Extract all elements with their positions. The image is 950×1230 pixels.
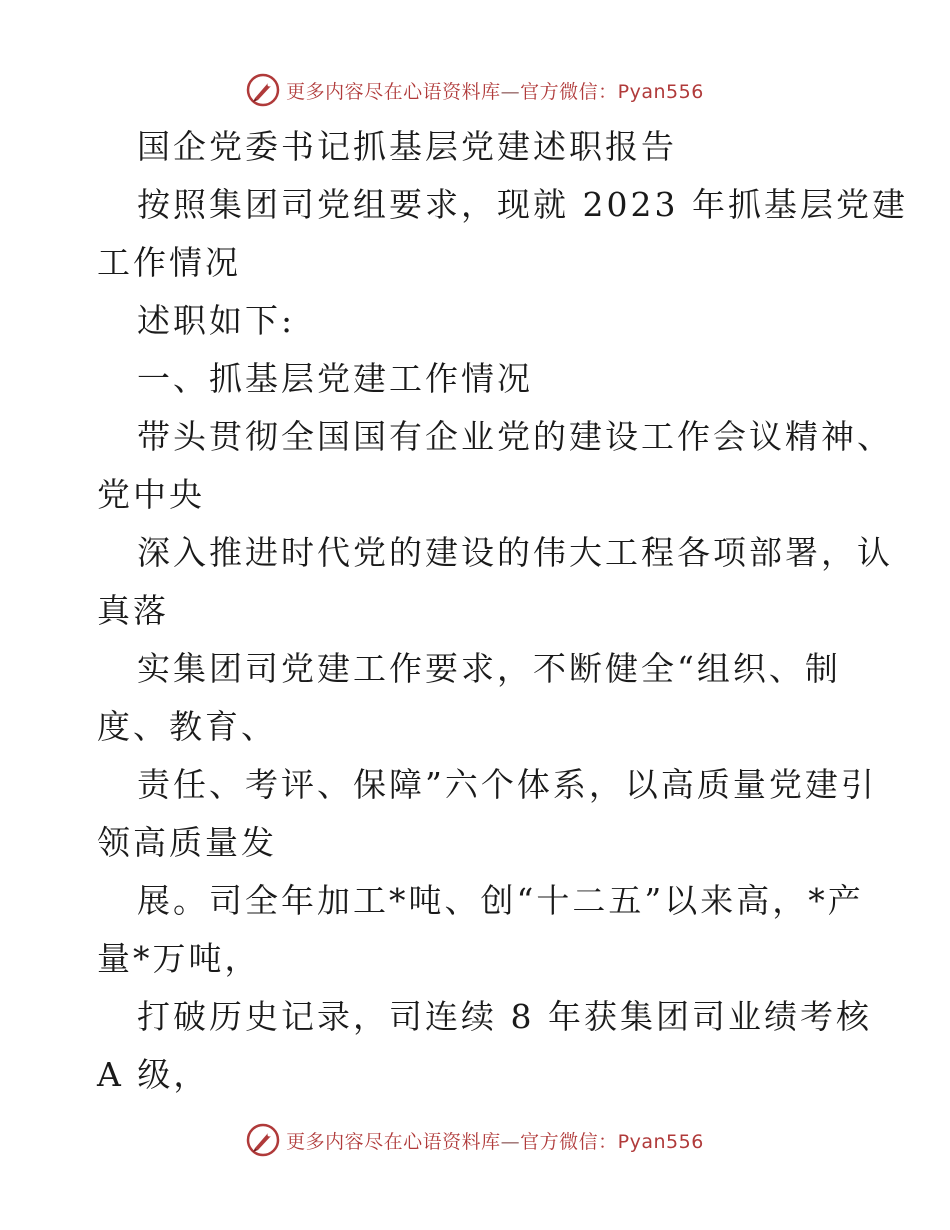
paragraph-line: 党中央 xyxy=(97,475,205,514)
quill-pen-logo-icon xyxy=(246,1123,280,1157)
paragraph-line: 述职如下: xyxy=(137,301,296,340)
paragraph-line: 按照集团司党组要求，现就 2023 年抓基层党建 xyxy=(137,185,908,224)
header-watermark xyxy=(0,70,950,110)
document-title: 国企党委书记抓基层党建述职报告 xyxy=(137,127,677,166)
watermark-text xyxy=(286,77,704,104)
paragraph-line: 实集团司党建工作要求，不断健全“组织、制 xyxy=(137,649,841,688)
paragraph-line: 工作情况 xyxy=(97,243,241,282)
watermark-wechat-text: 官方微信：Pyan556 xyxy=(520,1130,704,1153)
paragraph-line: 责任、考评、保障”六个体系，以高质量党建引 xyxy=(137,765,877,804)
footer-watermark xyxy=(0,1120,950,1160)
watermark-separator: — xyxy=(500,80,521,103)
document-body xyxy=(97,118,908,1104)
watermark-wechat-text: 官方微信：Pyan556 xyxy=(520,80,704,103)
quill-pen-logo-icon xyxy=(246,73,280,107)
paragraph-line: 真落 xyxy=(97,591,169,630)
watermark-site-text: 更多内容尽在心语资料库 xyxy=(286,1130,501,1153)
paragraph-line: 带头贯彻全国国有企业党的建设工作会议精神、 xyxy=(137,417,893,456)
paragraph-line: 度、教育、 xyxy=(97,707,277,746)
paragraph-line: 打破历史记录，司连续 8 年获集团司业绩考核 xyxy=(137,997,872,1036)
watermark-separator: — xyxy=(500,1130,521,1153)
paragraph-line: 领高质量发 xyxy=(97,823,277,862)
watermark-text xyxy=(286,1127,704,1154)
paragraph-line: 量*万吨， xyxy=(97,939,261,978)
section-heading: 一、抓基层党建工作情况 xyxy=(137,359,533,398)
paragraph-line: 展。司全年加工*吨、创“十二五”以来高，*产 xyxy=(137,881,864,920)
watermark-site-text: 更多内容尽在心语资料库 xyxy=(286,80,501,103)
paragraph-line: 深入推进时代党的建设的伟大工程各项部署，认 xyxy=(137,533,893,572)
paragraph-line: A 级， xyxy=(97,1055,210,1094)
